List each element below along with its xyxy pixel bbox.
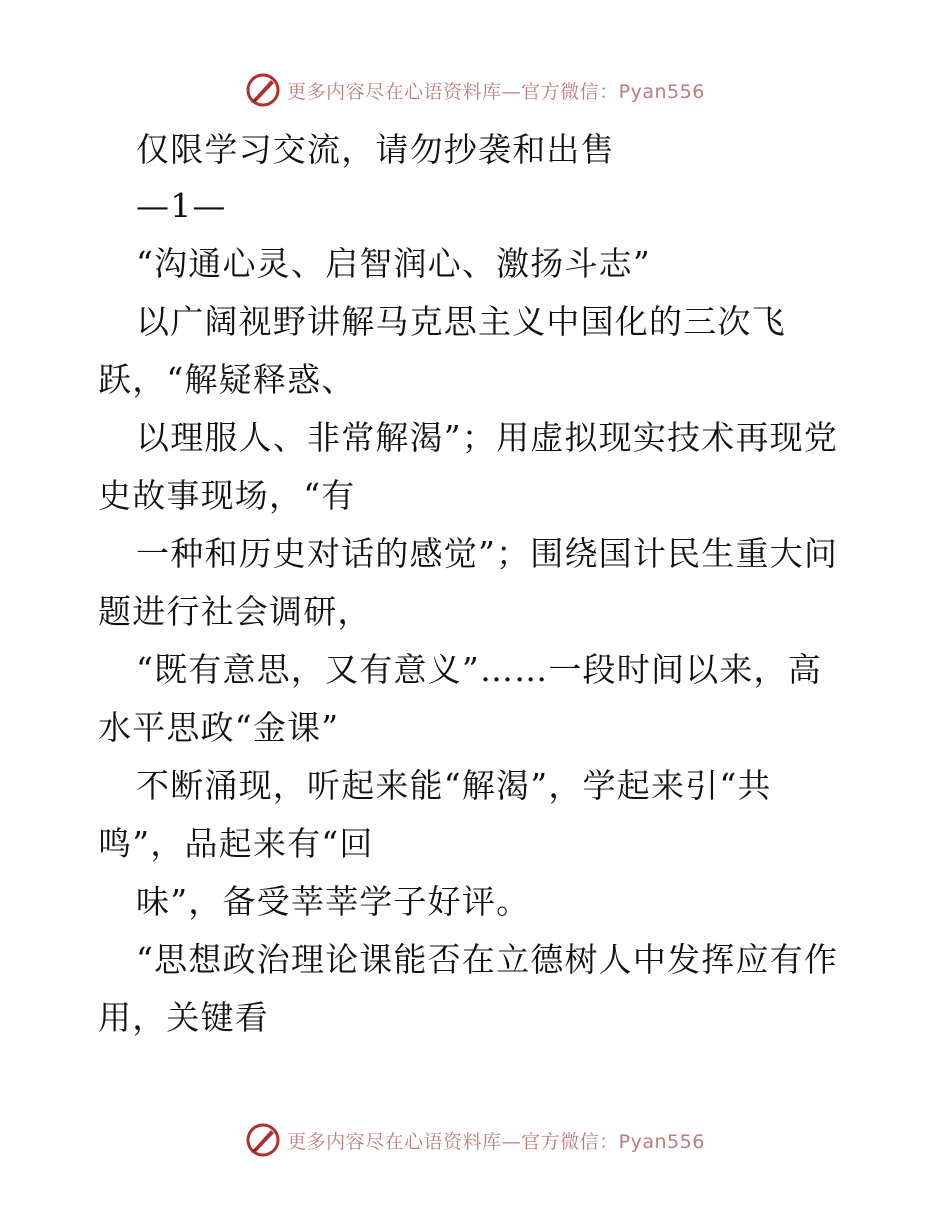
watermark-label: 更多内容尽在心语资料库—官方微信：	[287, 80, 619, 103]
watermark-wechat-id: Pyan556	[618, 80, 705, 103]
text-line: 味”，备受莘莘学子好评。	[136, 882, 531, 921]
text-line: “沟通心灵、启智润心、激扬斗志”	[136, 244, 651, 283]
text-line: 不断涌现，听起来能“解渴”，学起来引“共	[136, 766, 772, 805]
text-line: 用，关键看	[98, 998, 269, 1037]
text-line: 跃，“解疑释惑、	[98, 360, 356, 399]
page-number: —1—	[136, 186, 227, 225]
text-line: 鸣”，品起来有“回	[98, 824, 374, 863]
footer-watermark	[0, 1120, 950, 1160]
text-line: 仅限学习交流，请勿抄袭和出售	[136, 130, 615, 169]
text-line: 题进行社会调研，	[98, 592, 372, 631]
header-watermark	[0, 70, 950, 110]
watermark-label: 更多内容尽在心语资料库—官方微信：	[287, 1130, 619, 1153]
quill-pen-logo-icon	[245, 1122, 281, 1158]
watermark-wechat-id: Pyan556	[618, 1130, 705, 1153]
text-line: 以理服人、非常解渴”；用虚拟现实技术再现党	[136, 418, 839, 457]
text-line: “思想政治理论课能否在立德树人中发挥应有作	[136, 940, 839, 979]
text-line: 史故事现场，“有	[98, 476, 356, 515]
watermark-text	[287, 77, 705, 104]
quill-pen-logo-icon	[245, 72, 281, 108]
text-line: 一种和历史对话的感觉”；围绕国计民生重大问	[136, 534, 839, 573]
text-line: “既有意思，又有意义”……一段时间以来，高	[136, 650, 822, 689]
text-line: 以广阔视野讲解马克思主义中国化的三次飞	[136, 302, 786, 341]
watermark-text	[287, 1127, 705, 1154]
text-line: 水平思政“金课”	[98, 708, 340, 747]
